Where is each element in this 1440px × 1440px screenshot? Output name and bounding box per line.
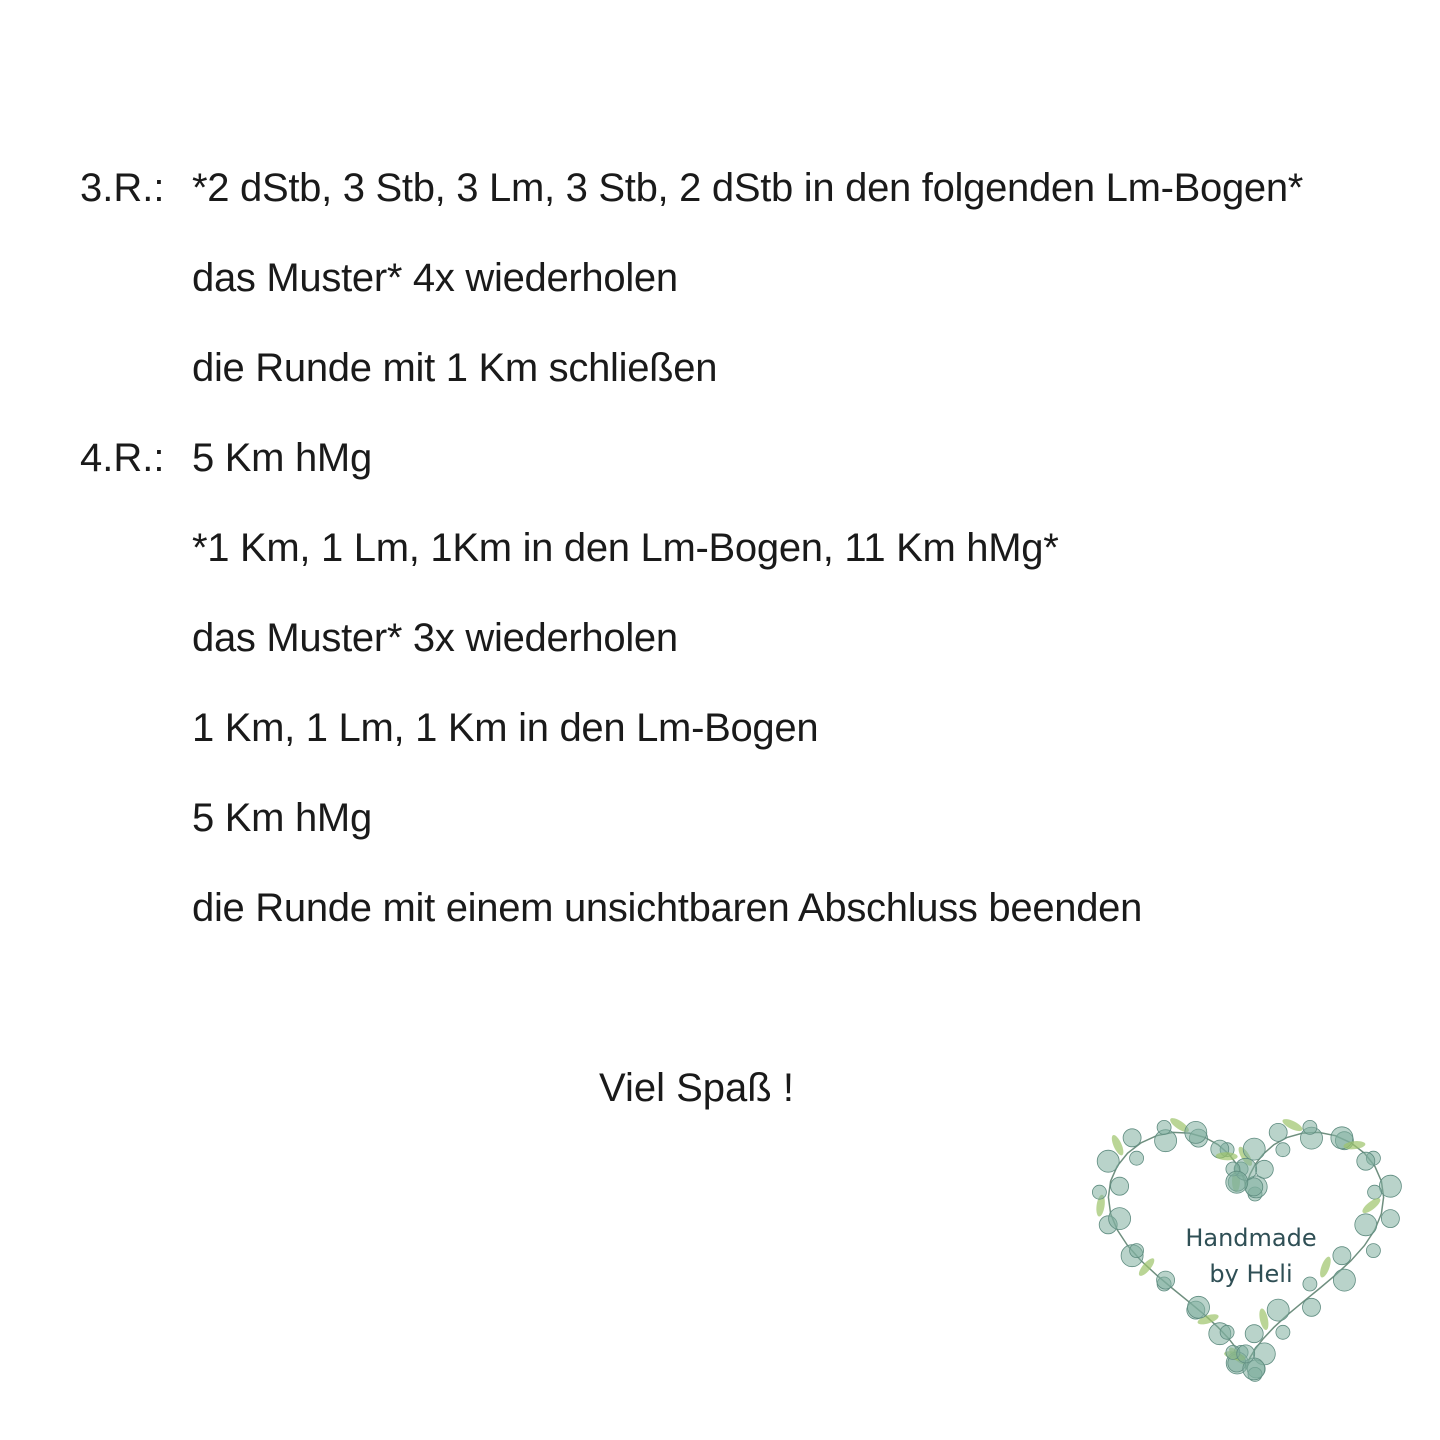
closing-text: Viel Spaß ! <box>599 1066 794 1110</box>
eucalyptus-leaf <box>1245 1325 1263 1343</box>
eucalyptus-leaf <box>1368 1185 1382 1199</box>
eucalyptus-leaf <box>1379 1175 1401 1197</box>
eucalyptus-leaf <box>1269 1123 1287 1141</box>
eucalyptus-leaf <box>1130 1151 1144 1165</box>
eucalyptus-leaf <box>1276 1143 1290 1157</box>
eucalyptus-leaf <box>1276 1325 1290 1339</box>
eucalyptus-leaf <box>1237 1345 1255 1363</box>
eucalyptus-leaf <box>1243 1138 1265 1160</box>
eucalyptus-leaf <box>1188 1296 1210 1318</box>
eucalyptus-leaf <box>1123 1129 1141 1147</box>
eucalyptus-leaf <box>1220 1325 1234 1339</box>
round-4-line-1: 5 Km hMg <box>192 436 372 480</box>
eucalyptus-leaf <box>1267 1299 1289 1321</box>
eucalyptus-leaf <box>1255 1160 1273 1178</box>
round-4-line-3: das Muster* 3x wiederholen <box>192 616 678 660</box>
eucalyptus-leaf <box>1303 1298 1321 1316</box>
round-3-line-2: das Muster* 4x wiederholen <box>192 256 678 300</box>
eucalyptus-leaf <box>1185 1121 1207 1143</box>
eucalyptus-leaf <box>1092 1185 1106 1199</box>
eucalyptus-leaf <box>1381 1210 1399 1228</box>
eucalyptus-leaf <box>1226 1171 1248 1193</box>
round-3-label: 3.R.: <box>80 166 165 210</box>
round-4-label: 4.R.: <box>80 436 165 480</box>
round-4-line-2: *1 Km, 1 Lm, 1Km in den Lm-Bogen, 11 Km hMg* <box>192 526 1059 570</box>
round-4-line-6: die Runde mit einem unsichtbaren Abschluss beenden <box>192 886 1143 930</box>
round-4-line-4: 1 Km, 1 Lm, 1 Km in den Lm-Bogen <box>192 706 819 750</box>
round-3-line-3: die Runde mit 1 Km schließen <box>192 346 718 390</box>
logo-line-1: Handmade <box>1185 1224 1317 1252</box>
logo-line-2: by Heli <box>1209 1260 1293 1288</box>
eucalyptus-leaf <box>1157 1120 1171 1134</box>
eucalyptus-leaf <box>1097 1150 1119 1172</box>
eucalyptus-leaf <box>1357 1152 1375 1170</box>
eucalyptus-leaf <box>1303 1120 1317 1134</box>
round-4-line-5: 5 Km hMg <box>192 796 372 840</box>
round-3-line-1: *2 dStb, 3 Stb, 3 Lm, 3 Stb, 2 dStb in den folgenden Lm-Bogen* <box>192 166 1304 210</box>
eucalyptus-leaf <box>1111 1177 1129 1195</box>
